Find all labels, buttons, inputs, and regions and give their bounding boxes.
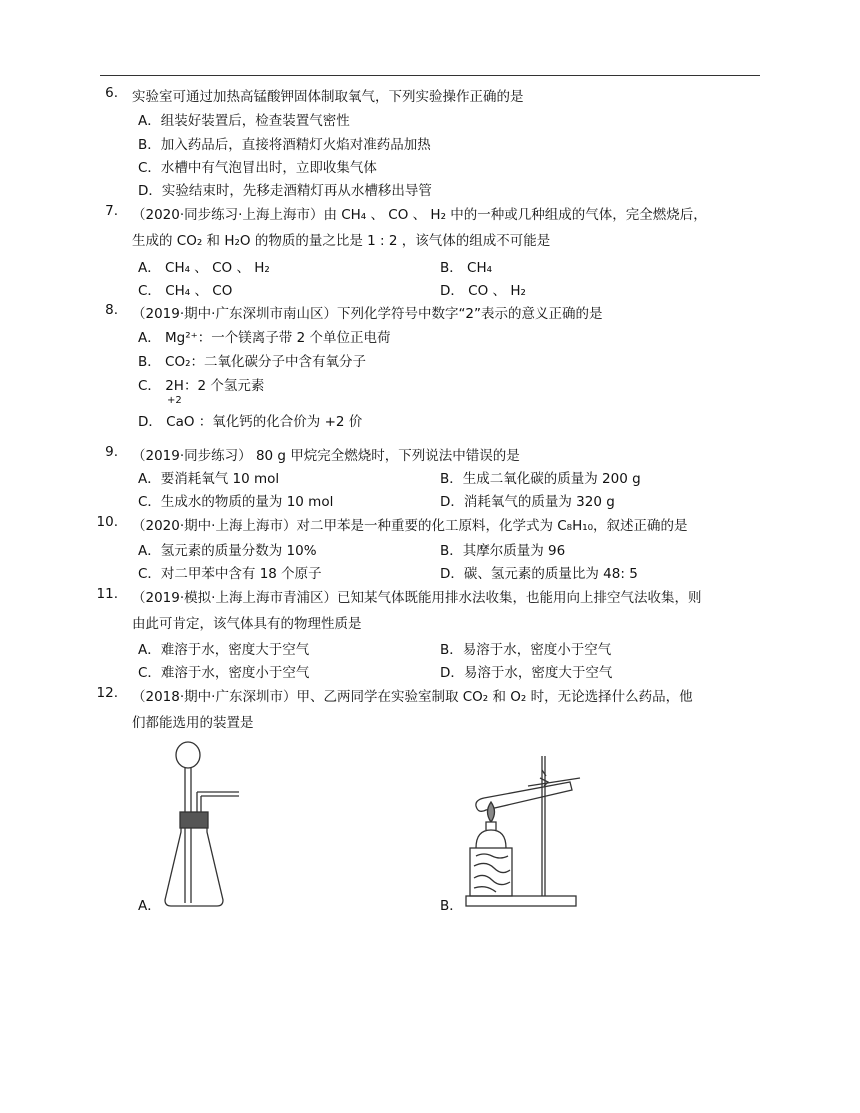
option-c[interactable]: C． CH₄ 、 CO [138,283,233,299]
option-a[interactable]: A．难溶于水，密度大于空气 [138,642,310,658]
option-b[interactable]: B． CH₄ [440,260,493,276]
figure-option-a[interactable]: A． [138,898,161,914]
question-text: （2019·同步练习） 80 g 甲烷完全燃烧时，下列说法中错误的是 [132,448,520,464]
question-text: （2019·期中·广东深圳市南山区）下列化学符号中数字“2”表示的意义正确的是 [132,306,603,322]
option-c[interactable]: C． 2H：2 个氢元素 [138,378,265,394]
question-number: 7. [105,203,118,219]
question-text-line2: 生成的 CO₂ 和 H₂O 的物质的量之比是 1 : 2 ，该气体的组成不可能是 [132,233,551,249]
option-b[interactable]: B．生成二氧化碳的质量为 200 g [440,471,641,487]
question-text: （2020·期中·上海上海市）对二甲苯是一种重要的化工原料，化学式为 C₈H₁₀，叙述正确的是 [132,518,688,534]
option-a[interactable]: A．组装好装置后，检查装置气密性 [138,113,350,129]
question-text-line2: 们都能选用的装置是 [132,715,254,731]
option-d[interactable]: D．实验结束时，先移走酒精灯再从水槽移出导管 [138,183,432,199]
apparatus-iron-stand-figure [462,752,592,912]
option-a[interactable]: A． CH₄ 、 CO 、 H₂ [138,260,270,276]
option-d[interactable]: D． CaO ：氧化钙的化合价为 +2 价 [138,414,363,430]
option-b[interactable]: B．易溶于水，密度小于空气 [440,642,612,658]
option-d[interactable]: D．消耗氧气的质量为 320 g [440,494,615,510]
question-text-line2: 由此可肯定，该气体具有的物理性质是 [132,616,362,632]
question-number: 6. [105,85,118,101]
option-a[interactable]: A． Mg²⁺：一个镁离子带 2 个单位正电荷 [138,330,391,346]
option-c[interactable]: C．对二甲苯中含有 18 个原子 [138,566,322,582]
option-a[interactable]: A．要消耗氧气 10 mol [138,471,280,487]
valence-mark: +2 [167,395,182,406]
question-text: 实验室可通过加热高锰酸钾固体制取氧气，下列实验操作正确的是 [132,89,524,105]
option-c[interactable]: C．生成水的物质的量为 10 mol [138,494,334,510]
apparatus-conical-flask-figure [155,740,255,910]
option-d[interactable]: D．碳、氢元素的质量比为 48: 5 [440,566,638,582]
option-c[interactable]: C．水槽中有气泡冒出时，立即收集气体 [138,160,377,176]
figure-option-b[interactable]: B． [440,898,463,914]
option-b[interactable]: B．加入药品后，直接将酒精灯火焰对准药品加热 [138,137,431,153]
option-d[interactable]: D．易溶于水，密度大于空气 [440,665,613,681]
question-number: 9. [105,444,118,460]
option-b[interactable]: B． CO₂：二氧化碳分子中含有氧分子 [138,354,367,370]
question-number: 12. [96,685,118,701]
header-rule [100,75,760,76]
option-a[interactable]: A．氢元素的质量分数为 10% [138,543,317,559]
option-d[interactable]: D． CO 、 H₂ [440,283,526,299]
question-number: 11. [96,586,118,602]
question-text-line1: （2019·模拟·上海上海市青浦区）已知某气体既能用排水法收集，也能用向上排空气法收集，则 [132,590,702,606]
question-text-line1: （2020·同步练习·上海上海市）由 CH₄ 、 CO 、 H₂ 中的一种或几种组成的气体，完全燃烧后， [132,207,707,223]
question-number: 10. [96,514,118,530]
option-c[interactable]: C．难溶于水，密度小于空气 [138,665,310,681]
option-b[interactable]: B．其摩尔质量为 96 [440,543,566,559]
question-number: 8. [105,302,118,318]
question-text-line1: （2018·期中·广东深圳市）甲、乙两同学在实验室制取 CO₂ 和 O₂ 时，无论选择什么药品，他 [132,689,693,705]
